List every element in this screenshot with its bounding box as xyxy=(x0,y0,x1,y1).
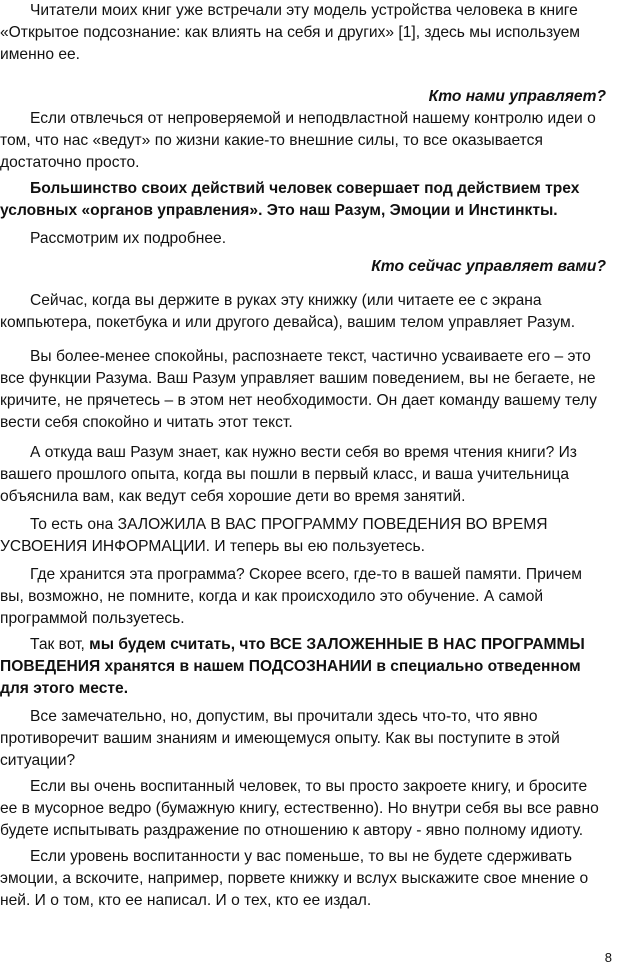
paragraph: Все замечательно, но, допустим, вы прочитали здесь что-то, что явно противоречит вашим знаниям и имеющемуся опыту. Как вы поступите в этой ситуации? xyxy=(0,708,560,769)
paragraph: То есть она ЗАЛОЖИЛА В ВАС ПРОГРАММУ ПОВЕДЕНИЯ ВО ВРЕМЯ УСВОЕНИЯ ИНФОРМАЦИИ. И теперь вы ею пользуетесь. xyxy=(0,516,548,555)
heading-who-controls-us: Кто нами управляет? xyxy=(428,88,606,105)
paragraph: Где хранится эта программа? Скорее всего, где-то в вашей памяти. Причем вы, возможно, не помните, когда и как происходило это обучение. А самой программой пользуетесь. xyxy=(0,566,583,627)
paragraph-intro: Читатели моих книг уже встречали эту модель устройства человека в книге «Открытое подсознание: как влиять на себя и других» [1], здесь мы используем именно ее. xyxy=(0,2,580,63)
paragraph: Если вы очень воспитанный человек, то вы просто закроете книгу, и бросите ее в мусорное ведро (бумажную книгу, естественно). Но внутри себя вы все равно будете испытывать раздражение по отношению к автору - явно полному идиоту. xyxy=(0,778,599,839)
paragraph-bold-programs: Так вот, мы будем считать, что ВСЕ ЗАЛОЖЕННЫЕ В НАС ПРОГРАММЫ ПОВЕДЕНИЯ хранятся в нашем ПОДСОЗНАНИИ в специально отведенном для этого месте. xyxy=(0,636,585,697)
paragraph-bold-organs: Большинство своих действий человек совершает под действием трех условных «органов управления». Это наш Разум, Эмоции и Инстинкты. xyxy=(0,180,580,219)
paragraph: Если уровень воспитанности у вас поменьше, то вы не будете сдерживать эмоции, а вскочите, например, порвете книжку и вслух выскажите свое мнение о ней. И о том, кто ее написал. И о тех, кто ее издал. xyxy=(0,848,589,909)
paragraph: Рассмотрим их подробнее. xyxy=(30,230,227,247)
page-number: 8 xyxy=(604,950,612,965)
heading-who-controls-you-now: Кто сейчас управляет вами? xyxy=(371,258,606,275)
paragraph: Вы более-менее спокойны, распознаете текст, частично усваиваете его – это все функции Разума. Ваш Разум управляет вашим поведением, вы не бегаете, не кричите, не прячетесь – в этом нет необходимости. Он дает команду вашему телу вести себя спокойно и читать этот текст. xyxy=(0,348,597,431)
paragraph: Если отвлечься от непроверяемой и неподвластной нашему контролю идеи о том, что нас «ведут» по жизни какие-то внешние силы, то все оказывается достаточно просто. xyxy=(0,110,596,171)
paragraph: Сейчас, когда вы держите в руках эту книжку (или читаете ее с экрана компьютера, покетбука и или другого девайса), вашим телом управляет Разум. xyxy=(0,292,576,331)
paragraph: А откуда ваш Разум знает, как нужно вести себя во время чтения книги? Из вашего прошлого опыта, когда вы пошли в первый класс, и ваша учительница объяснила вам, как ведут себя хорошие дети во время занятий. xyxy=(0,444,577,505)
